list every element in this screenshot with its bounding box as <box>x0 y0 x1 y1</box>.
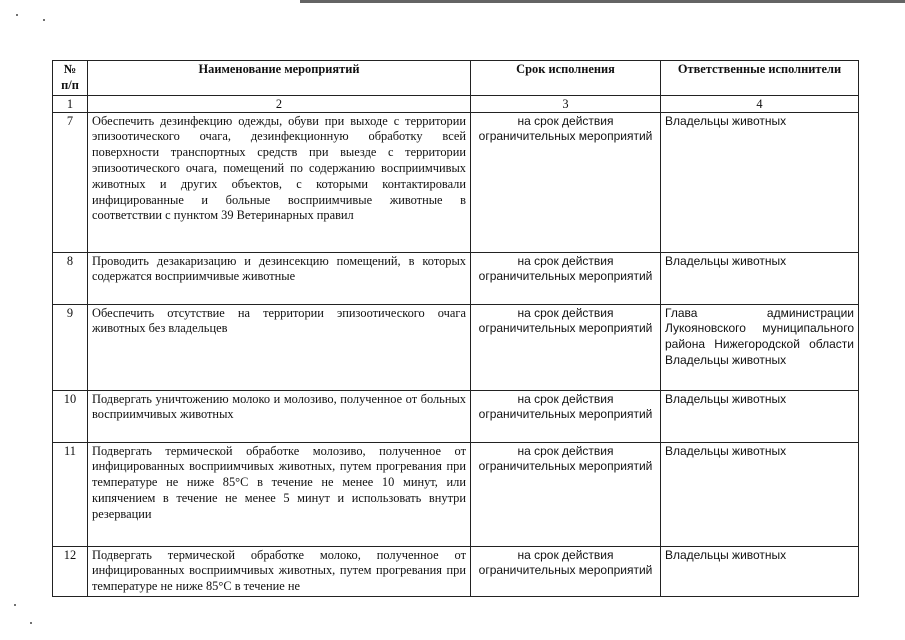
column-number: 3 <box>471 95 661 112</box>
measure-term: на срок действия ограничительных мероприятий <box>471 390 661 442</box>
measure-term: на срок действия ограничительных мероприятий <box>471 112 661 252</box>
table-row <box>53 442 859 546</box>
measure-responsible <box>661 252 859 304</box>
measure-responsible <box>661 390 859 442</box>
table-row <box>53 546 859 596</box>
measure-name: Подвергать термической обработке молозиво, полученное от инфицированных восприимчивых животных, путем прогревания при температуре не ниже 85°С в течение не менее 10 минут, или кипячением в течение не менее 5 минут и использовать внутри резервации <box>88 442 471 546</box>
measure-name: Проводить дезакаризацию и дезинсекцию помещений, в которых содержатся восприимчивые животные <box>88 252 471 304</box>
measure-term: на срок действия ограничительных мероприятий <box>471 546 661 596</box>
responsible-line: Владельцы животных <box>665 352 787 367</box>
measure-name: Подвергать термической обработке молоко, полученное от инфицированных восприимчивых животных, путем прогревания при температуре не ниже 85°С в течение не <box>88 546 471 596</box>
measures-table <box>52 60 859 597</box>
scan-edge-line <box>300 0 905 3</box>
header-responsible: Ответственные исполнители <box>661 61 859 96</box>
column-number: 1 <box>53 95 88 112</box>
responsible-line: Владельцы животных <box>665 113 787 128</box>
row-number: 10 <box>53 390 88 442</box>
row-number: 11 <box>53 442 88 546</box>
measure-term: на срок действия ограничительных мероприятий <box>471 304 661 390</box>
header-term: Срок исполнения <box>471 61 661 96</box>
scan-speck <box>16 14 18 16</box>
measure-responsible <box>661 546 859 596</box>
measure-responsible <box>661 304 859 390</box>
column-number: 2 <box>88 95 471 112</box>
table-row <box>53 112 859 252</box>
table-row <box>53 252 859 304</box>
table-row <box>53 390 859 442</box>
measure-name: Подвергать уничтожению молоко и молозиво, полученное от больных восприимчивых животных <box>88 390 471 442</box>
measure-term: на срок действия ограничительных мероприятий <box>471 252 661 304</box>
measure-name: Обеспечить отсутствие на территории эпизоотического очага животных без владельцев <box>88 304 471 390</box>
row-number: 9 <box>53 304 88 390</box>
row-number: 7 <box>53 112 88 252</box>
row-number: 12 <box>53 546 88 596</box>
table-header-row <box>53 61 859 96</box>
scan-speck <box>30 622 32 624</box>
measure-term: на срок действия ограничительных мероприятий <box>471 442 661 546</box>
responsible-line: Владельцы животных <box>665 547 787 562</box>
row-number: 8 <box>53 252 88 304</box>
responsible-line: Владельцы животных <box>665 253 787 268</box>
scan-speck <box>14 604 16 606</box>
measure-responsible <box>661 112 859 252</box>
responsible-line: Глава администрации Лукояновского муниципального района Нижегородской области <box>665 305 854 352</box>
header-name: Наименование мероприятий <box>88 61 471 96</box>
column-number: 4 <box>661 95 859 112</box>
scan-speck <box>43 19 45 21</box>
measure-responsible <box>661 442 859 546</box>
responsible-line: Владельцы животных <box>665 443 787 458</box>
header-num: № п/п <box>53 61 88 96</box>
table-row <box>53 304 859 390</box>
responsible-line: Владельцы животных <box>665 391 787 406</box>
measure-name: Обеспечить дезинфекцию одежды, обуви при выходе с территории эпизоотического очага, дезинфекционную обработку всей поверхности транспортных средств при выезде с территории эпизоотического очага, помещений по содержанию восприимчивых животных и других объектов, с которыми контактировали инфицированные и больные восприимчивые животные в соответствии с пунктом 39 Ветеринарных правил <box>88 112 471 252</box>
column-number-row <box>53 95 859 112</box>
